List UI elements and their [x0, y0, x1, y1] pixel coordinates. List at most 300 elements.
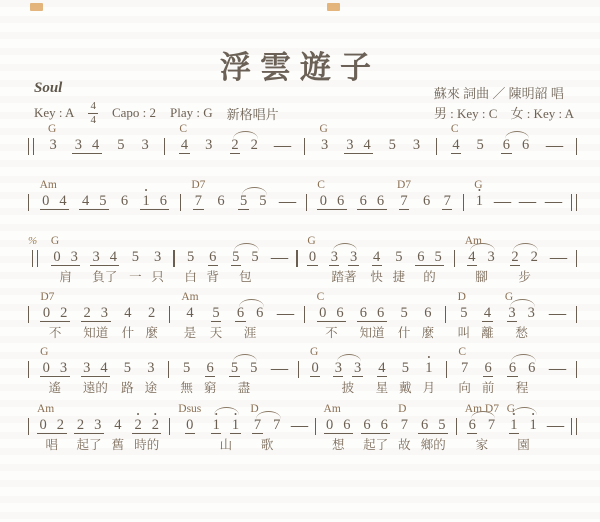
score-cell — [505, 290, 539, 342]
chord-label: C — [450, 123, 459, 135]
note-digit: 7 — [253, 416, 262, 433]
system-row — [28, 122, 577, 174]
chord-label: Am — [181, 291, 199, 303]
note-digit: 4 — [114, 417, 122, 434]
note-row — [357, 193, 387, 211]
lyric: 舊 — [111, 438, 125, 452]
barline — [306, 194, 307, 211]
note-row — [152, 249, 162, 267]
chord-label: C — [317, 179, 325, 191]
chord-label: Am — [464, 235, 482, 247]
score-cell — [228, 122, 262, 174]
note-row — [81, 305, 111, 323]
score-cell — [169, 290, 170, 342]
lyric: 踏著 — [331, 270, 357, 284]
chord-label: G — [40, 346, 49, 358]
note-digit: 3 — [205, 137, 213, 154]
note-digit: 5 — [117, 137, 125, 154]
score-cell — [173, 234, 174, 286]
note-row — [306, 193, 307, 211]
lyric: 盡 — [237, 381, 251, 395]
lyric: 麼 — [421, 326, 435, 340]
note-digit: 6 — [422, 193, 431, 210]
system-3 — [28, 234, 577, 286]
score-cell — [551, 234, 566, 286]
score-cell — [180, 178, 181, 230]
note-row — [205, 360, 215, 378]
tied-note-group — [465, 418, 499, 434]
beamed-note-group — [317, 194, 347, 210]
note-row — [331, 360, 365, 378]
beamed-note-group — [79, 194, 109, 210]
lyric: 的 — [423, 270, 436, 284]
note-digit: 5 — [259, 192, 267, 209]
note-row — [140, 193, 170, 211]
lyric: 腳 — [475, 270, 488, 284]
system-row — [28, 234, 577, 286]
note-digit: 2 — [56, 416, 64, 433]
note-digit: 3 — [346, 136, 354, 153]
lyric: 山 — [219, 438, 233, 452]
note-row — [250, 417, 284, 435]
score-cell — [576, 122, 577, 174]
system-row — [28, 402, 577, 454]
note-digit: 4 — [468, 248, 476, 265]
lyric: 鄉的 — [420, 438, 446, 452]
note-digit: 4 — [363, 136, 371, 153]
tied-note-group — [499, 138, 533, 154]
note-row — [132, 417, 162, 435]
note-digit: 6 — [502, 136, 511, 153]
tied-note-group — [236, 194, 270, 210]
segno-icon: % — [28, 235, 38, 247]
note-row — [278, 305, 293, 323]
lyric: 叫 — [457, 326, 471, 340]
play-label: Play : G — [170, 105, 213, 121]
chord-label: Am — [39, 179, 57, 191]
lyric: 遙 — [48, 381, 62, 395]
note-row — [74, 417, 104, 435]
note-digit: 6 — [484, 359, 492, 376]
note-row — [51, 249, 81, 267]
score-cell — [576, 345, 577, 397]
note-digit: 6 — [209, 248, 217, 265]
note-digit: 5 — [230, 359, 239, 376]
note-row — [499, 137, 533, 155]
score-cell — [547, 122, 562, 174]
note-row — [28, 417, 29, 435]
note-digit: 3 — [94, 416, 102, 433]
note-digit: 6 — [468, 416, 476, 433]
note-digit: 3 — [320, 137, 329, 154]
lyric: 起了 — [363, 438, 389, 452]
note-digit: 6 — [363, 416, 371, 433]
sustain-dash: — — [270, 249, 288, 266]
beamed-note-group — [344, 138, 374, 154]
lyric: 背 — [206, 270, 220, 284]
note-row — [304, 305, 305, 323]
note-row — [399, 417, 409, 435]
score-cell — [451, 122, 461, 174]
beamed-note-group — [140, 194, 170, 210]
lyric: 捷 — [392, 270, 406, 284]
lyric: 肩 — [59, 270, 72, 284]
note-digit: 4 — [180, 136, 189, 153]
score-cell — [418, 402, 448, 454]
note-digit: 5 — [99, 192, 107, 209]
score-cell — [387, 122, 397, 174]
note-digit: 4 — [100, 359, 108, 376]
score-cell — [317, 178, 347, 230]
score-cell — [550, 345, 565, 397]
note-row — [90, 249, 120, 267]
score-cell — [423, 345, 436, 397]
score-cell — [216, 178, 226, 230]
note-digit: 4 — [109, 248, 117, 265]
score-cell — [306, 178, 307, 230]
note-row — [344, 137, 374, 155]
barline — [168, 361, 169, 378]
score-cell — [357, 290, 387, 342]
score-cell — [210, 290, 223, 342]
note-digit: 5 — [251, 248, 259, 265]
score-cell — [327, 234, 361, 286]
score-cell — [272, 234, 287, 286]
note-digit: 6 — [359, 304, 367, 321]
note-digit: 0 — [311, 359, 319, 376]
tied-note-group — [227, 361, 261, 377]
score-cell — [304, 290, 305, 342]
lyric: 時的 — [134, 438, 160, 452]
note-row — [28, 360, 29, 378]
score-cell — [40, 290, 70, 342]
score-cell — [456, 402, 457, 454]
score-cell — [474, 178, 484, 230]
lyric: 負了 — [92, 270, 118, 284]
score-cell — [546, 178, 561, 230]
score-cell — [28, 402, 29, 454]
score-cell — [445, 290, 446, 342]
note-digit: 6 — [417, 248, 425, 265]
note-row — [228, 137, 262, 155]
score-cell — [112, 402, 125, 454]
score-cell — [28, 234, 41, 286]
beamed-note-group — [418, 418, 448, 434]
note-digit: 0 — [42, 304, 51, 321]
note-row — [280, 193, 295, 211]
note-row — [446, 360, 447, 378]
score-cell — [79, 178, 109, 230]
chord-label: Am — [323, 403, 341, 415]
barline — [28, 361, 29, 378]
lyric: 只 — [151, 270, 164, 284]
note-row — [146, 305, 156, 323]
score-cell — [40, 345, 70, 397]
note-row — [119, 193, 129, 211]
score-cell — [465, 402, 499, 454]
score-cell — [331, 345, 365, 397]
note-row — [37, 417, 67, 435]
sustain-dash: — — [279, 193, 297, 210]
score-cell — [399, 345, 412, 397]
note-digit: 0 — [186, 416, 194, 433]
score-cell — [207, 234, 220, 286]
score-cell — [275, 122, 290, 174]
note-row — [505, 360, 539, 378]
credits-line: 蘇來 詞曲 ／ 陳明韶 唱 — [433, 86, 564, 101]
score-cell — [393, 234, 406, 286]
publisher-label: 新格唱片 — [226, 106, 279, 122]
note-digit: 6 — [508, 359, 517, 376]
note-digit: 6 — [424, 305, 432, 322]
note-row — [48, 137, 58, 155]
score-cell — [398, 290, 411, 342]
note-row — [571, 193, 577, 211]
note-row — [315, 417, 316, 435]
score-cell — [357, 178, 387, 230]
note-digit: 4 — [91, 136, 100, 153]
note-row — [459, 360, 469, 378]
barline — [463, 194, 464, 211]
lyric: 披 — [341, 381, 355, 395]
chord-label: D7 — [397, 179, 412, 191]
note-digit: • 1 — [141, 194, 151, 209]
note-digit: 0 — [42, 192, 50, 209]
note-row — [28, 193, 29, 211]
note-digit: 2 — [76, 416, 85, 433]
note-row — [79, 193, 109, 211]
chord-label: Dsus — [178, 403, 202, 415]
note-digit: 5 — [250, 359, 258, 376]
note-row — [546, 193, 561, 211]
note-row — [193, 193, 203, 211]
note-row — [424, 360, 434, 378]
note-row — [459, 305, 469, 323]
tied-note-group — [327, 250, 361, 266]
chord-label: G — [504, 291, 514, 303]
score-cell — [145, 345, 158, 397]
note-digit: 4 — [124, 305, 132, 322]
song-title: 浮雲遊子 — [220, 50, 380, 85]
chord-label: G — [309, 346, 319, 358]
system-4 — [28, 290, 577, 342]
note-row — [169, 305, 170, 323]
score-cell — [411, 122, 421, 174]
score-cell — [298, 345, 299, 397]
chord-label: G — [474, 179, 483, 191]
note-row — [551, 249, 566, 267]
barline — [304, 306, 305, 323]
note-digit: 7 — [443, 192, 451, 209]
note-digit: 2 — [83, 304, 91, 321]
sustain-dash: — — [290, 417, 308, 434]
note-row — [423, 305, 433, 323]
note-digit: 7 — [460, 360, 469, 377]
chord-label: D7 — [191, 179, 206, 191]
score-cell — [280, 178, 295, 230]
beamed-note-group — [72, 138, 102, 154]
tied-note-group — [505, 306, 539, 322]
score-cell — [204, 122, 214, 174]
note-row — [548, 417, 563, 435]
note-row — [317, 193, 347, 211]
note-row — [40, 360, 70, 378]
note-digit: • 1 — [424, 361, 434, 376]
note-row — [547, 137, 562, 155]
tied-note-group — [505, 361, 539, 377]
note-digit: 3 — [412, 137, 421, 154]
note-digit: 3 — [330, 248, 338, 265]
note-digit: 3 — [353, 359, 362, 376]
note-row — [304, 137, 305, 155]
score-cell — [81, 345, 111, 397]
note-row — [399, 305, 409, 323]
chord-label — [28, 234, 41, 249]
note-row — [463, 193, 464, 211]
note-row — [216, 193, 226, 211]
note-row — [113, 417, 123, 435]
sustain-dash: — — [548, 360, 566, 377]
system-1 — [28, 122, 577, 174]
note-row — [576, 360, 577, 378]
page-corner-mark-left — [30, 3, 43, 11]
score-cell — [181, 290, 198, 342]
tied-note-group — [250, 418, 284, 434]
note-row — [357, 305, 387, 323]
note-digit: 7 — [194, 192, 203, 209]
note-digit: 6 — [206, 359, 214, 376]
time-signature-bottom: 4 — [90, 114, 96, 127]
note-digit: 5 — [186, 249, 195, 266]
score-cell — [90, 234, 120, 286]
note-row — [179, 137, 189, 155]
note-row — [475, 137, 485, 155]
double-barline — [32, 250, 38, 267]
beamed-note-group — [317, 306, 347, 322]
note-digit: • 2 — [150, 418, 160, 433]
note-row — [28, 137, 34, 155]
chord-label: C — [458, 346, 467, 358]
note-row — [415, 249, 445, 267]
note-row — [209, 417, 243, 435]
score-cell — [310, 345, 320, 397]
note-digit: 5 — [212, 304, 220, 321]
score-cell — [229, 234, 263, 286]
note-digit: 3 — [92, 248, 100, 265]
note-digit: 4 — [452, 136, 460, 153]
note-row — [436, 137, 437, 155]
header-right — [434, 84, 574, 124]
lyric: 什 — [397, 326, 411, 340]
score-cell — [463, 178, 464, 230]
chord-label: G — [319, 123, 328, 135]
tied-note-group — [229, 250, 263, 266]
score-cell — [191, 178, 205, 230]
note-digit: 0 — [326, 416, 334, 433]
score-cell — [458, 345, 471, 397]
score-cell — [398, 402, 411, 454]
score-cell — [495, 178, 510, 230]
note-row — [465, 249, 499, 267]
note-row — [81, 360, 111, 378]
beamed-note-group — [324, 418, 354, 434]
key-label: Key : A — [34, 105, 75, 121]
note-row — [146, 360, 156, 378]
note-digit: 2 — [60, 304, 68, 321]
note-digit: 3 — [487, 248, 495, 265]
sustain-dash: — — [545, 137, 563, 154]
barline — [28, 194, 29, 211]
note-row — [465, 417, 499, 435]
score-cell — [116, 122, 126, 174]
barline — [576, 138, 577, 155]
note-digit: 5 — [434, 248, 442, 265]
chord-label: C — [179, 123, 188, 135]
double-barline — [571, 418, 577, 435]
score-cell — [179, 122, 189, 174]
note-row — [116, 137, 126, 155]
note-row — [40, 193, 70, 211]
score-cell — [184, 234, 197, 286]
note-digit: 3 — [49, 137, 57, 154]
score-cell — [180, 345, 193, 397]
note-digit: 5 — [131, 249, 140, 266]
score-cell — [122, 290, 135, 342]
note-digit: 6 — [336, 304, 344, 321]
system-row — [28, 178, 577, 230]
barline — [28, 418, 29, 435]
score-cell — [397, 178, 411, 230]
note-digit: 3 — [349, 248, 358, 265]
score-cell — [458, 290, 471, 342]
barline — [173, 250, 174, 267]
score-cell — [168, 345, 169, 397]
beamed-note-group — [361, 418, 391, 434]
chord-label: G — [307, 235, 316, 247]
note-row — [394, 249, 404, 267]
note-row — [454, 249, 455, 267]
score-cell — [40, 178, 70, 230]
score-cell — [550, 290, 565, 342]
tied-note-group — [508, 250, 542, 266]
note-digit: • 1 — [509, 418, 519, 434]
score-cell — [233, 290, 267, 342]
double-barline — [28, 138, 34, 155]
score-cell — [37, 402, 67, 454]
note-row — [122, 360, 132, 378]
note-row — [180, 193, 181, 211]
sustain-dash: — — [270, 360, 288, 377]
note-row — [208, 249, 218, 267]
note-digit: 6 — [217, 193, 225, 210]
note-digit: 2 — [511, 248, 519, 265]
note-digit: 6 — [343, 416, 351, 433]
barline — [576, 250, 577, 267]
score-cell — [370, 234, 383, 286]
note-digit: 0 — [308, 248, 317, 265]
system-2 — [28, 178, 577, 230]
score-cell — [576, 290, 577, 342]
note-digit: 3 — [147, 360, 155, 377]
lyric: 故 — [398, 438, 411, 452]
note-row — [123, 305, 133, 323]
lyric: 一 — [129, 270, 142, 284]
score-cell — [324, 402, 354, 454]
score-cell — [132, 402, 162, 454]
note-row — [442, 193, 452, 211]
score-cell — [164, 122, 165, 174]
lyric: 途 — [144, 381, 158, 395]
